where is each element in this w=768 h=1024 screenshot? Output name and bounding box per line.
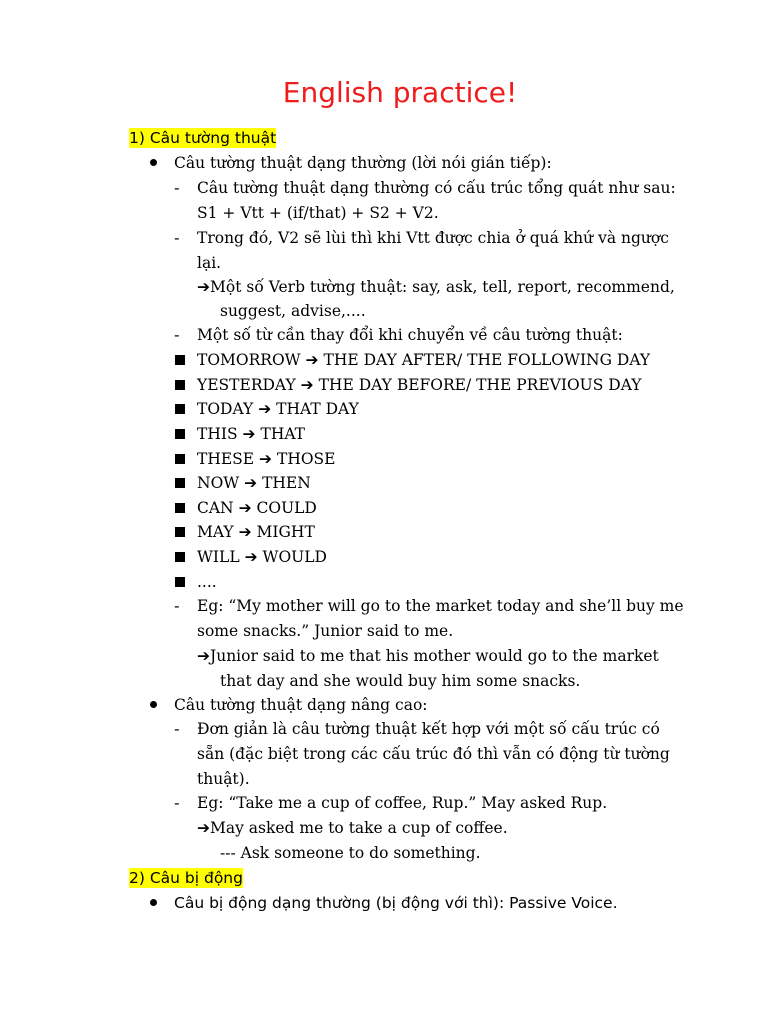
change-item: .... — [197, 573, 217, 591]
example-text: Eg: “My mother will go to the market today and she’ll buy me — [197, 597, 684, 615]
bullet-text: Câu bị động dạng thường (bị động với thì): Passive Voice. — [174, 894, 618, 912]
arrow-line: ➔Junior said to me that his mother would go to the market — [197, 644, 659, 668]
change-item: CAN ➔ COULD — [197, 496, 317, 520]
change-item: MAY ➔ MIGHT — [197, 520, 315, 544]
arrow-right-icon: ➔ — [238, 523, 252, 541]
square-bullet-icon — [175, 503, 185, 513]
note-text: --- Ask someone to do something. — [220, 844, 481, 862]
square-bullet-icon — [175, 577, 185, 587]
change-item: TODAY ➔ THAT DAY — [197, 397, 359, 421]
section-1-heading: 1) Câu tường thuật — [129, 129, 277, 147]
dash-text: Câu tường thuật dạng thường có cấu trúc tổng quát như sau: — [197, 179, 676, 197]
arrow-right-icon: ➔ — [238, 499, 252, 517]
example-text: Eg: “Take me a cup of coffee, Rup.” May asked Rup. — [197, 794, 608, 812]
dash-text: Một số từ cần thay đổi khi chuyển về câu tường thuật: — [197, 326, 623, 344]
dash-text: thuật). — [197, 770, 250, 788]
change-item: WILL ➔ WOULD — [197, 545, 327, 569]
arrow-right-icon: ➔ — [259, 450, 273, 468]
square-bullet-icon — [175, 454, 185, 464]
square-bullet-icon — [175, 380, 185, 390]
arrow-line: ➔May asked me to take a cup of coffee. — [197, 816, 508, 840]
square-bullet-icon — [175, 478, 185, 488]
arrow-right-icon: ➔ — [242, 425, 256, 443]
arrow-line: ➔Một số Verb tường thuật: say, ask, tell, report, recommend, — [197, 275, 675, 299]
square-bullet-icon — [175, 429, 185, 439]
page-title: English practice! — [282, 76, 518, 109]
square-bullet-icon — [175, 355, 185, 365]
change-item: THIS ➔ THAT — [197, 422, 305, 446]
arrow-right-icon: ➔ — [305, 351, 319, 369]
square-bullet-icon — [175, 552, 185, 562]
change-item: YESTERDAY ➔ THE DAY BEFORE/ THE PREVIOUS DAY — [197, 373, 642, 397]
dash-text: Trong đó, V2 sẽ lùi thì khi Vtt được chia ở quá khứ và ngược — [197, 229, 669, 247]
bullet-dot-icon — [150, 159, 157, 166]
section-2-heading: 2) Câu bị động — [129, 869, 243, 887]
dash-text: lại. — [197, 254, 222, 272]
arrow-right-icon: ➔ — [197, 647, 210, 665]
change-item: THESE ➔ THOSE — [197, 447, 335, 471]
bullet-text: Câu tường thuật dạng thường (lời nói gián tiếp): — [174, 154, 552, 172]
arrow-right-icon: ➔ — [244, 474, 258, 492]
arrow-right-icon: ➔ — [300, 376, 314, 394]
dash-icon: - — [174, 720, 180, 738]
dash-text: Đơn giản là câu tường thuật kết hợp với một số cấu trúc có — [197, 720, 660, 738]
square-bullet-icon — [175, 527, 185, 537]
dash-icon: - — [174, 229, 180, 247]
bullet-text: Câu tường thuật dạng nâng cao: — [174, 696, 428, 714]
arrow-text: suggest, advise,.... — [220, 302, 366, 320]
dash-text: S1 + Vtt + (if/that) + S2 + V2. — [197, 204, 439, 222]
arrow-text: that day and she would buy him some snacks. — [220, 672, 581, 690]
change-item: TOMORROW ➔ THE DAY AFTER/ THE FOLLOWING DAY — [197, 348, 650, 372]
bullet-dot-icon — [150, 701, 157, 708]
arrow-right-icon: ➔ — [197, 819, 210, 837]
example-text: some snacks.” Junior said to me. — [197, 622, 454, 640]
dash-icon: - — [174, 794, 180, 812]
bullet-dot-icon — [150, 899, 157, 906]
dash-icon: - — [174, 326, 180, 344]
arrow-right-icon: ➔ — [244, 548, 258, 566]
dash-icon: - — [174, 597, 180, 615]
dash-text: sẵn (đặc biệt trong các cấu trúc đó thì vẫn có động từ tường — [197, 745, 670, 763]
change-item: NOW ➔ THEN — [197, 471, 311, 495]
arrow-right-icon: ➔ — [197, 278, 210, 296]
square-bullet-icon — [175, 404, 185, 414]
dash-icon: - — [174, 179, 180, 197]
arrow-right-icon: ➔ — [258, 400, 272, 418]
